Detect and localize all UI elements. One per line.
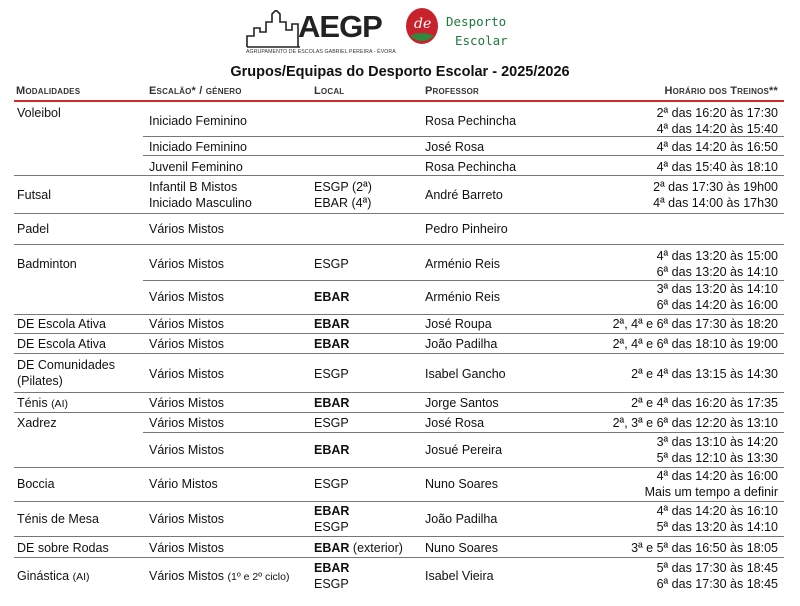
hor-bad2-a: 3ª das 13:20 às 14:10 bbox=[656, 282, 778, 296]
esc-futsal-b: Iniciado Masculino bbox=[149, 196, 252, 210]
prof-bad2: Arménio Reis bbox=[425, 290, 501, 304]
row-divider bbox=[143, 432, 784, 433]
loc-xad1: ESGP bbox=[314, 416, 349, 430]
mod-ginastica-tag: (AI) bbox=[72, 571, 90, 583]
loc-ginastica-b: ESGP bbox=[314, 577, 349, 591]
hor-vol3: 4ª das 15:40 às 18:10 bbox=[656, 160, 778, 174]
mod-ativa1: DE Escola Ativa bbox=[17, 317, 106, 331]
esc-comunidades: Vários Mistos bbox=[149, 367, 225, 381]
prof-futsal: André Barreto bbox=[425, 188, 503, 202]
prof-ginastica: Isabel Vieira bbox=[425, 569, 494, 583]
hor-ginastica-b: 6ª das 17:30 às 18:45 bbox=[656, 577, 778, 591]
prof-tenis: Jorge Santos bbox=[425, 396, 499, 410]
hor-xad1: 2ª, 3ª e 6ª das 12:20 às 13:10 bbox=[612, 416, 778, 430]
de-line2: Escolar bbox=[455, 33, 508, 48]
row-divider bbox=[14, 175, 784, 176]
desporto-escolar-logo-icon bbox=[404, 6, 440, 46]
loc-tenismesa-b: ESGP bbox=[314, 520, 349, 534]
hor-boccia-a: 4ª das 14:20 às 16:00 bbox=[656, 469, 778, 483]
mod-tenis-tag: (AI) bbox=[51, 398, 68, 410]
hor-tenismesa-a: 4ª das 14:20 às 16:10 bbox=[656, 504, 778, 518]
esc-vol1: Iniciado Feminino bbox=[149, 114, 247, 128]
row-divider bbox=[14, 213, 784, 214]
col-header-escalao: Escalão* / género bbox=[149, 85, 242, 97]
de-logo-text: de bbox=[414, 16, 432, 32]
prof-ativa1: José Roupa bbox=[425, 317, 492, 331]
esc-tenismesa: Vários Mistos bbox=[149, 512, 225, 526]
esc-bad1: Vários Mistos bbox=[149, 257, 225, 271]
prof-vol3: Rosa Pechincha bbox=[425, 160, 517, 174]
loc-xad2: EBAR bbox=[314, 443, 350, 457]
prof-bad1: Arménio Reis bbox=[425, 257, 501, 271]
row-divider bbox=[14, 501, 784, 502]
prof-vol1: Rosa Pechincha bbox=[425, 114, 517, 128]
col-header-horario: Horário dos Treinos** bbox=[664, 85, 778, 97]
mod-tenismesa: Ténis de Mesa bbox=[17, 512, 99, 526]
loc-ativa2: EBAR bbox=[314, 337, 350, 351]
page-title: Grupos/Equipas do Desporto Escolar - 2025/2026 bbox=[230, 64, 570, 80]
col-header-professor: Professor bbox=[425, 85, 480, 97]
hor-bad2-b: 6ª das 14:20 às 16:00 bbox=[656, 298, 778, 312]
prof-xad1: José Rosa bbox=[425, 416, 485, 430]
esc-vol2: Iniciado Feminino bbox=[149, 140, 247, 154]
row-divider bbox=[14, 244, 784, 245]
page-header bbox=[0, 6, 800, 62]
loc-comunidades: ESGP bbox=[314, 367, 349, 381]
school-building-icon bbox=[246, 10, 302, 48]
row-divider bbox=[143, 155, 784, 156]
col-header-local: Local bbox=[314, 85, 345, 97]
hor-vol1-b: 4ª das 14:20 às 15:40 bbox=[656, 122, 778, 136]
mod-comunidades-a: DE Comunidades bbox=[17, 358, 115, 372]
col-header-modalidades: Modalidades bbox=[16, 85, 81, 97]
loc-ativa1: EBAR bbox=[314, 317, 350, 331]
loc-boccia: ESGP bbox=[314, 477, 349, 491]
prof-ativa2: João Padilha bbox=[425, 337, 498, 351]
prof-comunidades: Isabel Gancho bbox=[425, 367, 506, 381]
esc-tenis: Vários Mistos bbox=[149, 396, 225, 410]
prof-padel: Pedro Pinheiro bbox=[425, 222, 508, 236]
esc-rodas: Vários Mistos bbox=[149, 541, 225, 555]
mod-tenis: Ténis (AI) bbox=[17, 396, 68, 410]
mod-ginastica: Ginástica (AI) bbox=[17, 569, 90, 583]
esc-ativa1: Vários Mistos bbox=[149, 317, 225, 331]
desporto-escolar-text bbox=[446, 12, 508, 50]
mod-ativa2: DE Escola Ativa bbox=[17, 337, 106, 351]
hor-futsal-b: 4ª das 14:00 às 17h30 bbox=[653, 196, 778, 210]
loc-ginastica-a: EBAR bbox=[314, 561, 350, 575]
hor-vol1-a: 2ª das 16:20 às 17:30 bbox=[656, 106, 778, 120]
esc-vol3: Juvenil Feminino bbox=[149, 160, 243, 174]
header-rule bbox=[14, 100, 784, 102]
hor-ativa1: 2ª, 4ª e 6ª das 17:30 às 18:20 bbox=[612, 317, 778, 331]
esc-ativa2: Vários Mistos bbox=[149, 337, 225, 351]
de-line1: Desporto bbox=[446, 14, 507, 29]
aegp-logo-text: AEGP bbox=[298, 9, 382, 44]
mod-futsal: Futsal bbox=[17, 188, 52, 202]
hor-xad2-b: 5ª das 12:10 às 13:30 bbox=[656, 451, 778, 465]
hor-vol2: 4ª das 14:20 às 16:50 bbox=[656, 140, 778, 154]
esc-xad1: Vários Mistos bbox=[149, 416, 225, 430]
hor-comunidades: 2ª e 4ª das 13:15 às 14:30 bbox=[631, 367, 778, 381]
hor-tenis: 2ª e 4ª das 16:20 às 17:35 bbox=[631, 396, 778, 410]
row-divider bbox=[143, 136, 784, 137]
row-divider bbox=[14, 557, 784, 558]
hor-rodas: 3ª e 5ª das 16:50 às 18:05 bbox=[631, 541, 778, 555]
esc-bad2: Vários Mistos bbox=[149, 290, 225, 304]
row-divider bbox=[14, 392, 784, 393]
hor-boccia-b: Mais um tempo a definir bbox=[644, 485, 778, 499]
row-divider bbox=[14, 353, 784, 354]
row-divider bbox=[14, 412, 784, 413]
prof-rodas: Nuno Soares bbox=[425, 541, 498, 555]
loc-tenismesa-a: EBAR bbox=[314, 504, 350, 518]
loc-futsal-a: ESGP (2ª) bbox=[314, 180, 372, 194]
row-divider bbox=[14, 536, 784, 537]
hor-xad2-a: 3ª das 13:10 às 14:20 bbox=[656, 435, 778, 449]
hor-futsal-a: 2ª das 17:30 às 19h00 bbox=[653, 180, 778, 194]
aegp-subtitle: AGRUPAMENTO DE ESCOLAS GABRIEL PEREIRA - ÉVORA bbox=[246, 49, 396, 55]
mod-xadrez: Xadrez bbox=[17, 416, 57, 430]
mod-voleibol: Voleibol bbox=[17, 106, 61, 120]
hor-ginastica-a: 5ª das 17:30 às 18:45 bbox=[656, 561, 778, 575]
hor-bad1-a: 4ª das 13:20 às 15:00 bbox=[656, 249, 778, 263]
mod-padel: Padel bbox=[17, 222, 49, 236]
loc-rodas-extra: (exterior) bbox=[352, 541, 403, 555]
aegp-logo bbox=[246, 9, 396, 60]
loc-bad1: ESGP bbox=[314, 257, 349, 271]
prof-tenismesa: João Padilha bbox=[425, 512, 498, 526]
row-divider bbox=[14, 333, 784, 334]
hor-bad1-b: 6ª das 13:20 às 14:10 bbox=[656, 265, 778, 279]
prof-vol2: José Rosa bbox=[425, 140, 485, 154]
prof-boccia: Nuno Soares bbox=[425, 477, 498, 491]
hor-tenismesa-b: 5ª das 13:20 às 14:10 bbox=[656, 520, 778, 534]
esc-ginastica: Vários Mistos (1º e 2º ciclo) bbox=[149, 569, 290, 583]
loc-tenis: EBAR bbox=[314, 396, 350, 410]
mod-badminton: Badminton bbox=[17, 257, 77, 271]
mod-rodas: DE sobre Rodas bbox=[17, 541, 109, 555]
esc-futsal-a: Infantil B Mistos bbox=[149, 180, 238, 194]
loc-rodas: EBAR (exterior) bbox=[314, 541, 403, 555]
loc-bad2: EBAR bbox=[314, 290, 350, 304]
esc-padel: Vários Mistos bbox=[149, 222, 225, 236]
esc-ginastica-tag: (1º e 2º ciclo) bbox=[227, 571, 290, 583]
hor-ativa2: 2ª, 4ª e 6ª das 18:10 às 19:00 bbox=[612, 337, 778, 351]
esc-boccia: Vário Mistos bbox=[149, 477, 218, 491]
mod-boccia: Boccia bbox=[17, 477, 55, 491]
mod-comunidades-b: (Pilates) bbox=[17, 374, 63, 388]
esc-xad2: Vários Mistos bbox=[149, 443, 225, 457]
prof-xad2: Josué Pereira bbox=[425, 443, 503, 457]
row-divider bbox=[14, 314, 784, 315]
loc-futsal-b: EBAR (4ª) bbox=[314, 196, 372, 210]
